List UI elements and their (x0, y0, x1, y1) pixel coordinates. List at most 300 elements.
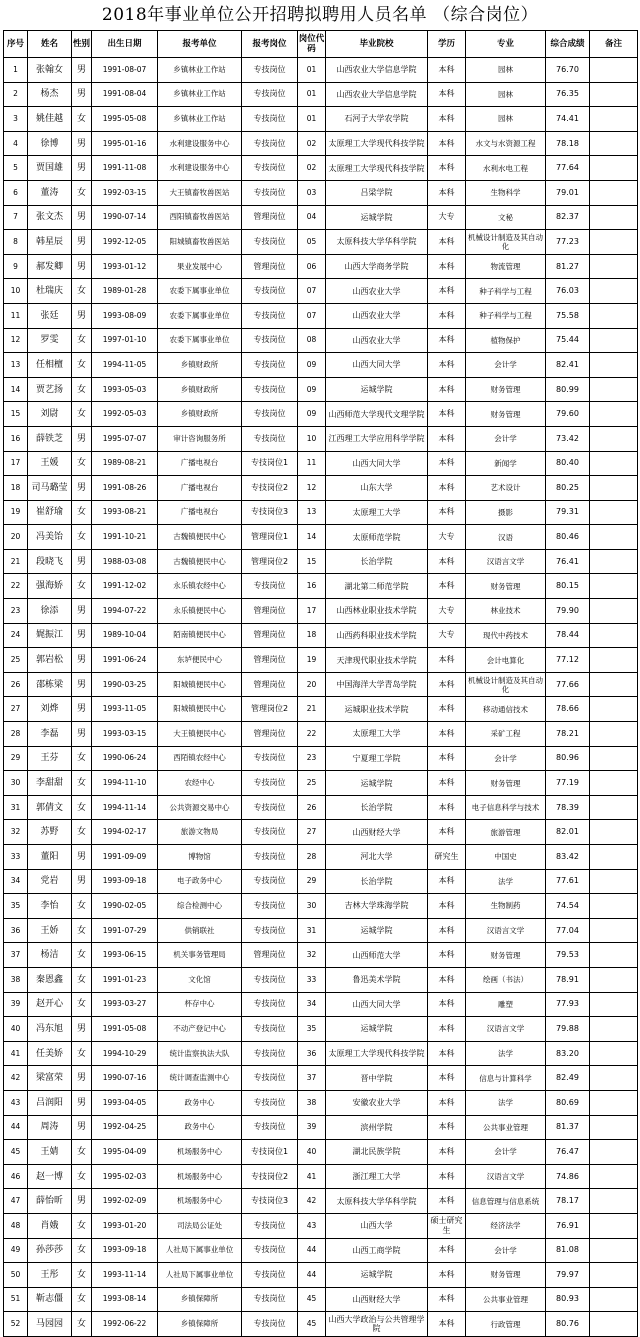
name-cell: 罗雯 (28, 328, 72, 353)
school-cell: 山西药科职业技术学院 (326, 623, 428, 648)
post-cell: 专技岗位 (242, 328, 298, 353)
seq-cell: 39 (4, 992, 28, 1017)
birthdate-cell: 1993-09-18 (92, 1238, 158, 1263)
table-row (4, 869, 638, 894)
education-cell: 本科 (428, 82, 466, 107)
education-cell: 本科 (428, 500, 466, 525)
major-cell: 行政管理 (466, 1312, 546, 1337)
school-cell: 运城学院 (326, 377, 428, 402)
gender-cell: 男 (72, 476, 92, 501)
education-cell: 本科 (428, 697, 466, 722)
education-cell: 本科 (428, 672, 466, 697)
school-cell: 鲁迅美术学院 (326, 967, 428, 992)
post-cell: 专技岗位 (242, 1238, 298, 1263)
post-cell: 专技岗位 (242, 377, 298, 402)
education-cell: 本科 (428, 303, 466, 328)
seq-cell: 34 (4, 869, 28, 894)
unit-cell: 机场服务中心 (158, 1164, 242, 1189)
gender-cell: 女 (72, 500, 92, 525)
seq-cell: 12 (4, 328, 28, 353)
education-cell: 本科 (428, 254, 466, 279)
score-cell: 76.91 (546, 1213, 590, 1238)
col-header-name: 姓名 (28, 31, 72, 58)
post-cell: 专技岗位 (242, 820, 298, 845)
post-cell: 管理岗位 (242, 672, 298, 697)
post-cell: 管理岗位 (242, 722, 298, 747)
remark-cell (590, 377, 638, 402)
post-code-cell: 26 (298, 795, 326, 820)
birthdate-cell: 1993-04-05 (92, 1090, 158, 1115)
education-cell: 本科 (428, 377, 466, 402)
education-cell: 本科 (428, 1017, 466, 1042)
unit-cell: 司法局公证处 (158, 1213, 242, 1238)
major-cell: 移动通信技术 (466, 697, 546, 722)
school-cell: 湖北第二师范学院 (326, 574, 428, 599)
gender-cell: 女 (72, 1287, 92, 1312)
remark-cell (590, 845, 638, 870)
remark-cell (590, 1213, 638, 1238)
birthdate-cell: 1994-11-10 (92, 771, 158, 796)
seq-cell: 29 (4, 746, 28, 771)
score-cell: 77.64 (546, 156, 590, 181)
education-cell: 本科 (428, 1312, 466, 1337)
education-cell: 本科 (428, 549, 466, 574)
major-cell: 公共事业管理 (466, 1115, 546, 1140)
birthdate-cell: 1992-12-05 (92, 230, 158, 255)
remark-cell (590, 525, 638, 550)
name-cell: 周涛 (28, 1115, 72, 1140)
unit-cell: 乡镇财政所 (158, 377, 242, 402)
name-cell: 靳志僵 (28, 1287, 72, 1312)
remark-cell (590, 599, 638, 624)
remark-cell (590, 451, 638, 476)
name-cell: 杜瑞庆 (28, 279, 72, 304)
education-cell: 本科 (428, 1189, 466, 1214)
table-row (4, 1017, 638, 1042)
score-cell: 74.54 (546, 894, 590, 919)
education-cell: 本科 (428, 1238, 466, 1263)
gender-cell: 男 (72, 303, 92, 328)
unit-cell: 乡镇财政所 (158, 402, 242, 427)
table-row (4, 525, 638, 550)
education-cell: 本科 (428, 648, 466, 673)
post-code-cell: 23 (298, 746, 326, 771)
gender-cell: 女 (72, 279, 92, 304)
school-cell: 山东大学 (326, 476, 428, 501)
post-cell: 专技岗位 (242, 894, 298, 919)
unit-cell: 统计调查监测中心 (158, 1066, 242, 1091)
school-cell: 运城学院 (326, 1017, 428, 1042)
unit-cell: 水利建设服务中心 (158, 156, 242, 181)
gender-cell: 男 (72, 623, 92, 648)
gender-cell: 男 (72, 230, 92, 255)
post-code-cell: 12 (298, 476, 326, 501)
education-cell: 大专 (428, 623, 466, 648)
seq-cell: 36 (4, 918, 28, 943)
post-code-cell: 04 (298, 205, 326, 230)
remark-cell (590, 1066, 638, 1091)
post-cell: 专技岗位 (242, 574, 298, 599)
birthdate-cell: 1991-08-04 (92, 82, 158, 107)
birthdate-cell: 1995-05-08 (92, 107, 158, 132)
major-cell: 种子科学与工程 (466, 303, 546, 328)
score-cell: 79.01 (546, 180, 590, 205)
remark-cell (590, 722, 638, 747)
col-header-gender: 性别 (72, 31, 92, 58)
major-cell: 会计学 (466, 426, 546, 451)
unit-cell: 广播电视台 (158, 500, 242, 525)
gender-cell: 女 (72, 574, 92, 599)
birthdate-cell: 1993-03-27 (92, 992, 158, 1017)
score-cell: 77.04 (546, 918, 590, 943)
table-row (4, 1090, 638, 1115)
post-cell: 专技岗位 (242, 967, 298, 992)
unit-cell: 乡镇林业工作站 (158, 107, 242, 132)
post-code-cell: 03 (298, 180, 326, 205)
unit-cell: 水利建设服务中心 (158, 131, 242, 156)
remark-cell (590, 58, 638, 83)
post-cell: 专技岗位 (242, 82, 298, 107)
birthdate-cell: 1993-03-15 (92, 722, 158, 747)
major-cell: 林业技术 (466, 599, 546, 624)
birthdate-cell: 1991-09-09 (92, 845, 158, 870)
name-cell: 郝发卿 (28, 254, 72, 279)
education-cell: 本科 (428, 574, 466, 599)
birthdate-cell: 1991-11-08 (92, 156, 158, 181)
name-cell: 赵一博 (28, 1164, 72, 1189)
remark-cell (590, 476, 638, 501)
birthdate-cell: 1994-11-05 (92, 353, 158, 378)
gender-cell: 女 (72, 943, 92, 968)
personnel-table (3, 30, 638, 1337)
post-cell: 专技岗位 (242, 771, 298, 796)
gender-cell: 女 (72, 377, 92, 402)
name-cell: 姚佳越 (28, 107, 72, 132)
remark-cell (590, 869, 638, 894)
post-cell: 管理岗位 (242, 648, 298, 673)
remark-cell (590, 328, 638, 353)
score-cell: 82.37 (546, 205, 590, 230)
col-header-post-code: 岗位代码 (298, 31, 326, 58)
name-cell: 贾艺扬 (28, 377, 72, 402)
remark-cell (590, 1115, 638, 1140)
gender-cell: 男 (72, 549, 92, 574)
unit-cell: 果业发展中心 (158, 254, 242, 279)
education-cell: 本科 (428, 746, 466, 771)
name-cell: 韩星辰 (28, 230, 72, 255)
major-cell: 电子信息科学与技术 (466, 795, 546, 820)
score-cell: 83.42 (546, 845, 590, 870)
education-cell: 本科 (428, 402, 466, 427)
school-cell: 长治学院 (326, 795, 428, 820)
post-cell: 专技岗位 (242, 1115, 298, 1140)
school-cell: 天津现代职业技术学院 (326, 648, 428, 673)
post-code-cell: 41 (298, 1164, 326, 1189)
post-cell: 管理岗位2 (242, 697, 298, 722)
school-cell: 运城学院 (326, 1263, 428, 1288)
post-cell: 管理岗位 (242, 205, 298, 230)
seq-cell: 28 (4, 722, 28, 747)
col-header-post: 报考岗位 (242, 31, 298, 58)
post-code-cell: 44 (298, 1263, 326, 1288)
birthdate-cell: 1993-08-09 (92, 303, 158, 328)
remark-cell (590, 426, 638, 451)
major-cell: 绘画（书法） (466, 967, 546, 992)
table-row (4, 279, 638, 304)
table-row (4, 1041, 638, 1066)
school-cell: 浙江理工大学 (326, 1164, 428, 1189)
seq-cell: 13 (4, 353, 28, 378)
gender-cell: 女 (72, 894, 92, 919)
seq-cell: 22 (4, 574, 28, 599)
major-cell: 信息管理与信息系统 (466, 1189, 546, 1214)
major-cell: 园林 (466, 82, 546, 107)
school-cell: 太原理工大学现代科技学院 (326, 156, 428, 181)
seq-cell: 27 (4, 697, 28, 722)
post-code-cell: 09 (298, 402, 326, 427)
birthdate-cell: 1993-01-12 (92, 254, 158, 279)
table-row (4, 180, 638, 205)
post-cell: 专技岗位 (242, 992, 298, 1017)
remark-cell (590, 1017, 638, 1042)
birthdate-cell: 1993-09-18 (92, 869, 158, 894)
unit-cell: 统计监察执法大队 (158, 1041, 242, 1066)
major-cell: 园林 (466, 107, 546, 132)
post-code-cell: 22 (298, 722, 326, 747)
birthdate-cell: 1993-06-15 (92, 943, 158, 968)
score-cell: 77.12 (546, 648, 590, 673)
post-code-cell: 13 (298, 500, 326, 525)
table-row (4, 107, 638, 132)
birthdate-cell: 1995-07-07 (92, 426, 158, 451)
post-code-cell: 34 (298, 992, 326, 1017)
table-row (4, 1189, 638, 1214)
remark-cell (590, 672, 638, 697)
name-cell: 刘尉 (28, 402, 72, 427)
seq-cell: 1 (4, 58, 28, 83)
remark-cell (590, 254, 638, 279)
major-cell: 生物制药 (466, 894, 546, 919)
score-cell: 78.21 (546, 722, 590, 747)
post-code-cell: 31 (298, 918, 326, 943)
table-body (4, 58, 638, 1337)
seq-cell: 14 (4, 377, 28, 402)
table-row (4, 894, 638, 919)
school-cell: 山西大学政治与公共管理学院 (326, 1312, 428, 1337)
gender-cell: 男 (72, 722, 92, 747)
birthdate-cell: 1990-03-25 (92, 672, 158, 697)
gender-cell: 女 (72, 1238, 92, 1263)
remark-cell (590, 623, 638, 648)
score-cell: 78.39 (546, 795, 590, 820)
unit-cell: 阳城镇便民中心 (158, 697, 242, 722)
gender-cell: 男 (72, 1189, 92, 1214)
school-cell: 湖北民族学院 (326, 1140, 428, 1165)
school-cell: 运城学院 (326, 205, 428, 230)
seq-cell: 35 (4, 894, 28, 919)
major-cell: 公共事业管理 (466, 1287, 546, 1312)
col-header-score: 综合成绩 (546, 31, 590, 58)
remark-cell (590, 820, 638, 845)
post-cell: 专技岗位 (242, 426, 298, 451)
score-cell: 80.46 (546, 525, 590, 550)
school-cell: 山西工商学院 (326, 1238, 428, 1263)
table-row (4, 795, 638, 820)
remark-cell (590, 648, 638, 673)
remark-cell (590, 992, 638, 1017)
school-cell: 山西农业大学信息学院 (326, 82, 428, 107)
major-cell: 法学 (466, 1041, 546, 1066)
gender-cell: 女 (72, 1312, 92, 1337)
school-cell: 山西大同大学 (326, 992, 428, 1017)
school-cell: 山西农业大学 (326, 328, 428, 353)
major-cell: 雕塑 (466, 992, 546, 1017)
post-code-cell: 37 (298, 1066, 326, 1091)
table-row (4, 1140, 638, 1165)
post-code-cell: 38 (298, 1090, 326, 1115)
major-cell: 植物保护 (466, 328, 546, 353)
major-cell: 机械设计制造及其自动化 (466, 230, 546, 255)
name-cell: 郭岩松 (28, 648, 72, 673)
major-cell: 生物科学 (466, 180, 546, 205)
gender-cell: 男 (72, 426, 92, 451)
score-cell: 77.19 (546, 771, 590, 796)
education-cell: 本科 (428, 1287, 466, 1312)
table-row (4, 672, 638, 697)
birthdate-cell: 1992-04-25 (92, 1115, 158, 1140)
name-cell: 薛铁芝 (28, 426, 72, 451)
major-cell: 会计学 (466, 353, 546, 378)
table-row (4, 402, 638, 427)
unit-cell: 大王镇便民中心 (158, 722, 242, 747)
school-cell: 山西大同大学 (326, 451, 428, 476)
major-cell: 水文与水资源工程 (466, 131, 546, 156)
major-cell: 旅游管理 (466, 820, 546, 845)
page-title: 2018年事业单位公开招聘拟聘用人员名单 （综合岗位） (101, 5, 539, 25)
name-cell: 强海娇 (28, 574, 72, 599)
table-row (4, 845, 638, 870)
name-cell: 任美娇 (28, 1041, 72, 1066)
table-row (4, 230, 638, 255)
table-row (4, 1066, 638, 1091)
table-row (4, 353, 638, 378)
unit-cell: 机场服务中心 (158, 1140, 242, 1165)
school-cell: 太原师范学院 (326, 525, 428, 550)
gender-cell: 女 (72, 795, 92, 820)
remark-cell (590, 1312, 638, 1337)
remark-cell (590, 1041, 638, 1066)
major-cell: 信息与计算科学 (466, 1066, 546, 1091)
post-code-cell: 08 (298, 328, 326, 353)
major-cell: 艺术设计 (466, 476, 546, 501)
seq-cell: 5 (4, 156, 28, 181)
seq-cell: 24 (4, 623, 28, 648)
unit-cell: 东垆便民中心 (158, 648, 242, 673)
score-cell: 79.88 (546, 1017, 590, 1042)
remark-cell (590, 230, 638, 255)
unit-cell: 机关事务管理局 (158, 943, 242, 968)
education-cell: 本科 (428, 1263, 466, 1288)
gender-cell: 男 (72, 1066, 92, 1091)
post-cell: 专技岗位 (242, 1090, 298, 1115)
post-code-cell: 02 (298, 131, 326, 156)
unit-cell: 农委下属事业单位 (158, 303, 242, 328)
name-cell: 李磊 (28, 722, 72, 747)
name-cell: 薛怡昕 (28, 1189, 72, 1214)
unit-cell: 公共资源交易中心 (158, 795, 242, 820)
name-cell: 王娇 (28, 918, 72, 943)
education-cell: 本科 (428, 328, 466, 353)
post-code-cell: 16 (298, 574, 326, 599)
table-row (4, 82, 638, 107)
school-cell: 山西师范大学现代文理学院 (326, 402, 428, 427)
name-cell: 杨杰 (28, 82, 72, 107)
seq-cell: 50 (4, 1263, 28, 1288)
remark-cell (590, 1189, 638, 1214)
unit-cell: 机场服务中心 (158, 1189, 242, 1214)
name-cell: 冯美饴 (28, 525, 72, 550)
name-cell: 肖娥 (28, 1213, 72, 1238)
post-cell: 专技岗位3 (242, 500, 298, 525)
score-cell: 82.49 (546, 1066, 590, 1091)
unit-cell: 乡镇林业工作站 (158, 82, 242, 107)
gender-cell: 女 (72, 992, 92, 1017)
birthdate-cell: 1992-02-09 (92, 1189, 158, 1214)
education-cell: 大专 (428, 599, 466, 624)
gender-cell: 女 (72, 967, 92, 992)
score-cell: 73.42 (546, 426, 590, 451)
gender-cell: 男 (72, 1017, 92, 1042)
birthdate-cell: 1994-10-29 (92, 1041, 158, 1066)
school-cell: 运城学院 (326, 771, 428, 796)
col-header-remark: 备注 (590, 31, 638, 58)
score-cell: 75.58 (546, 303, 590, 328)
seq-cell: 48 (4, 1213, 28, 1238)
post-code-cell: 39 (298, 1115, 326, 1140)
name-cell: 司马璐莹 (28, 476, 72, 501)
score-cell: 78.66 (546, 697, 590, 722)
gender-cell: 女 (72, 353, 92, 378)
remark-cell (590, 1238, 638, 1263)
table-row (4, 1164, 638, 1189)
post-code-cell: 25 (298, 771, 326, 796)
major-cell: 种子科学与工程 (466, 279, 546, 304)
name-cell: 徐添 (28, 599, 72, 624)
score-cell: 82.41 (546, 353, 590, 378)
table-row (4, 918, 638, 943)
post-cell: 专技岗位 (242, 1041, 298, 1066)
education-cell: 本科 (428, 771, 466, 796)
birthdate-cell: 1991-10-21 (92, 525, 158, 550)
gender-cell: 女 (72, 771, 92, 796)
score-cell: 80.96 (546, 746, 590, 771)
post-cell: 专技岗位 (242, 1213, 298, 1238)
unit-cell: 永乐镇农经中心 (158, 574, 242, 599)
remark-cell (590, 1140, 638, 1165)
name-cell: 党岩 (28, 869, 72, 894)
name-cell: 刘烨 (28, 697, 72, 722)
score-cell: 76.03 (546, 279, 590, 304)
post-cell: 专技岗位 (242, 180, 298, 205)
birthdate-cell: 1991-06-24 (92, 648, 158, 673)
score-cell: 76.41 (546, 549, 590, 574)
school-cell: 长治学院 (326, 549, 428, 574)
school-cell: 太原科技大学华科学院 (326, 230, 428, 255)
table-row (4, 377, 638, 402)
unit-cell: 乡镇保障所 (158, 1287, 242, 1312)
education-cell: 本科 (428, 426, 466, 451)
post-code-cell: 10 (298, 426, 326, 451)
